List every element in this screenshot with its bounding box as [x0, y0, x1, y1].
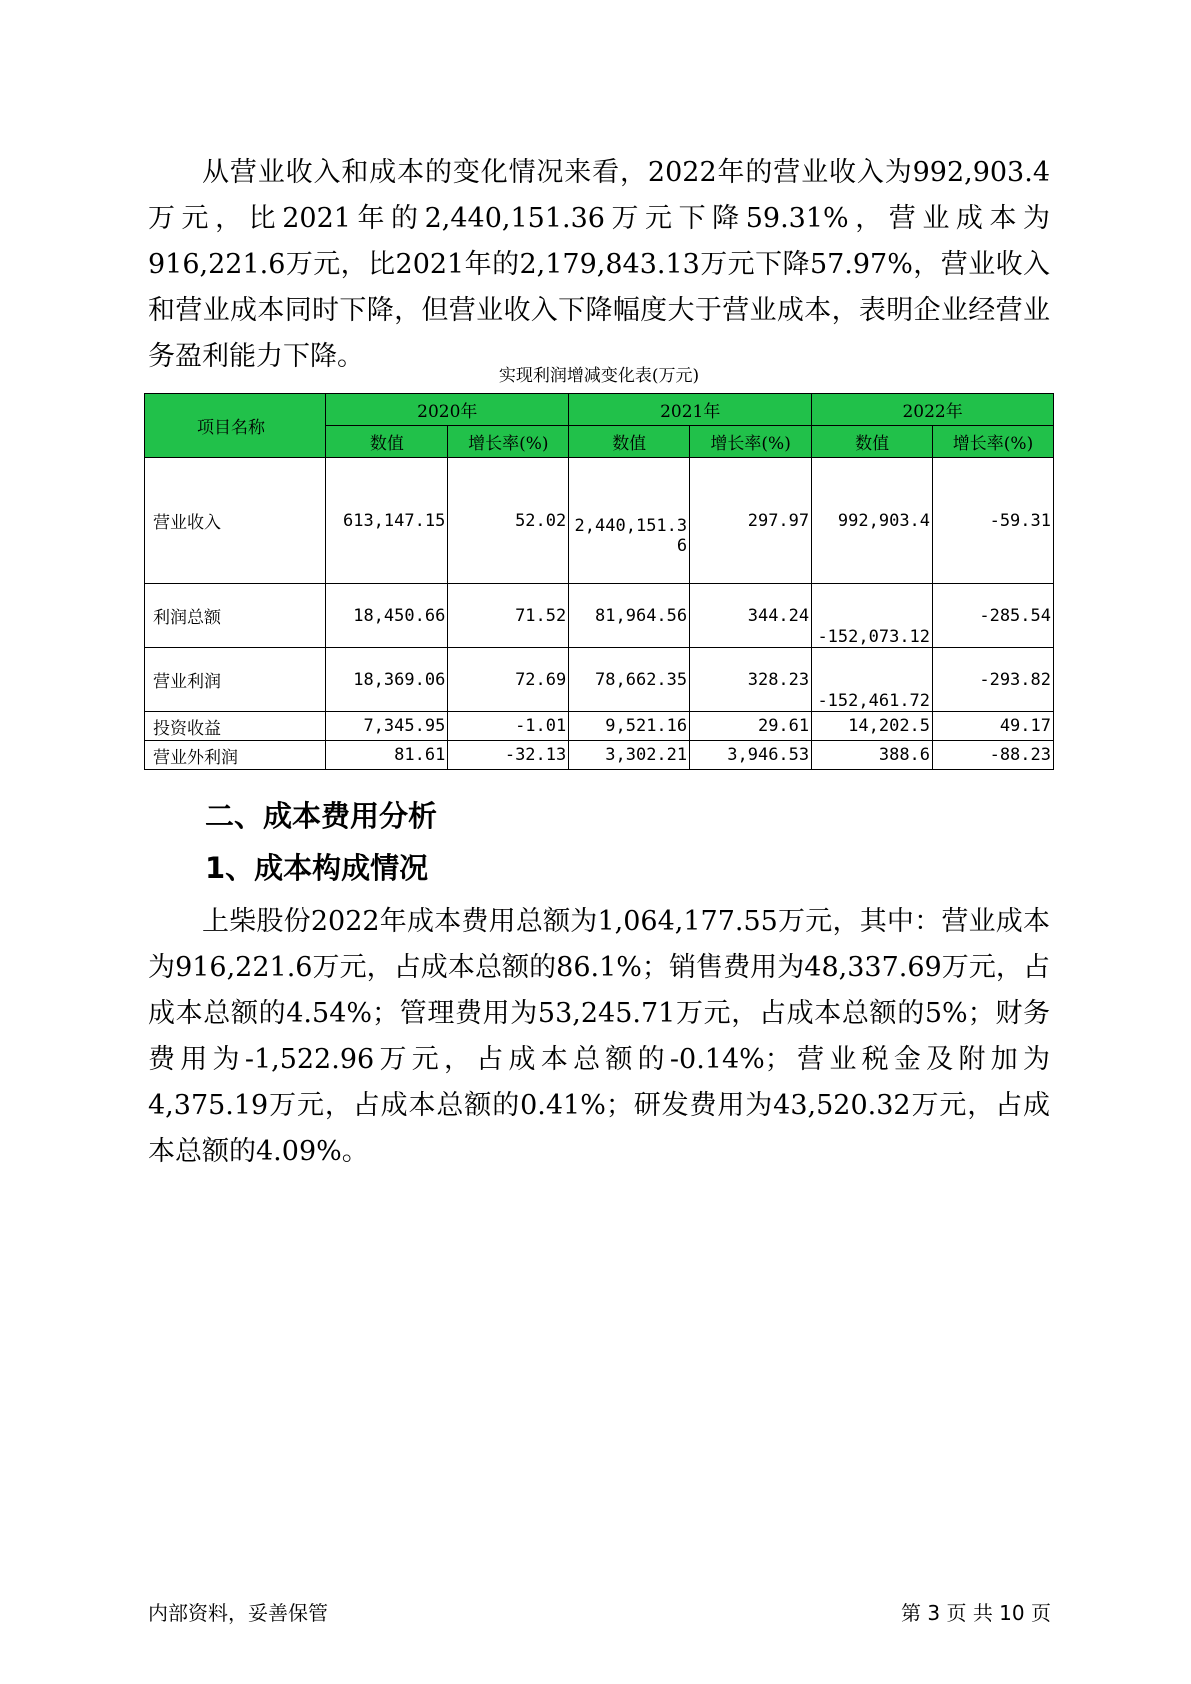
growth-header: 增长率(%): [448, 426, 569, 458]
cell-value: 7,345.95: [326, 712, 448, 741]
row-name: 投资收益: [145, 712, 326, 741]
cell-growth: -293.82: [933, 648, 1054, 712]
table-row: [145, 584, 1054, 648]
table-row: [145, 741, 1054, 770]
item-name-header: 项目名称: [145, 394, 326, 458]
table-caption: 实现利润增减变化表(万元): [498, 366, 700, 386]
footer-confidential-note: 内部资料，妥善保管: [148, 1601, 328, 1625]
cell-value: 81.61: [326, 741, 448, 770]
cell-growth: 3,946.53: [690, 741, 812, 770]
cell-value: 18,369.06: [326, 648, 448, 712]
cell-value: 992,903.4: [812, 458, 933, 584]
cell-growth: -59.31: [933, 458, 1054, 584]
header-row-years: [145, 394, 1054, 426]
cell-value: -152,461.72: [812, 648, 933, 712]
cell-growth: 52.02: [448, 458, 569, 584]
table-row: [145, 648, 1054, 712]
table-row: [145, 712, 1054, 741]
value-header: 数值: [326, 426, 448, 458]
cell-value: 388.6: [812, 741, 933, 770]
cell-value: 2,440,151.36: [569, 458, 690, 584]
year-header-2022: 2022年: [812, 394, 1054, 426]
footer-page-number: 第 3 页 共 10 页: [901, 1601, 1051, 1625]
value-header: 数值: [812, 426, 933, 458]
row-name: 营业外利润: [145, 741, 326, 770]
cell-growth: 29.61: [690, 712, 812, 741]
cost-paragraph: 上柴股份2022年成本费用总额为1,064,177.55万元，其中：营业成本为916,221.6万元，占成本总额的86.1%；销售费用为48,337.69万元，占成本总额的4.54%；管理费用为53,245.71万元，占成本总额的5%；财务费用为-1,522.96万元，占成本总额的-0.14%；营业税金及附加为4,375.19万元，占成本总额的0.41%；研发费用为43,520.32万元，占成本总额的4.09%。: [148, 906, 1050, 1167]
cell-growth: -1.01: [448, 712, 569, 741]
cell-value: -152,073.12: [812, 584, 933, 648]
cell-value: 78,662.35: [569, 648, 690, 712]
cell-growth: 297.97: [690, 458, 812, 584]
section-heading: 二、成本费用分析: [205, 799, 438, 833]
cell-value: 9,521.16: [569, 712, 690, 741]
cell-value: 18,450.66: [326, 584, 448, 648]
cell-growth: -88.23: [933, 741, 1054, 770]
row-name: 利润总额: [145, 584, 326, 648]
row-name: 营业收入: [145, 458, 326, 584]
cell-growth: 72.69: [448, 648, 569, 712]
table-row: [145, 458, 1054, 584]
growth-header: 增长率(%): [690, 426, 812, 458]
growth-header: 增长率(%): [933, 426, 1054, 458]
cell-value: 81,964.56: [569, 584, 690, 648]
cell-growth: -32.13: [448, 741, 569, 770]
cell-growth: 71.52: [448, 584, 569, 648]
cell-value: 14,202.5: [812, 712, 933, 741]
cell-growth: 344.24: [690, 584, 812, 648]
cell-value: 3,302.21: [569, 741, 690, 770]
row-name: 营业利润: [145, 648, 326, 712]
cell-value: 613,147.15: [326, 458, 448, 584]
subsection-heading: 1、成本构成情况: [205, 851, 429, 885]
value-header: 数值: [569, 426, 690, 458]
cell-growth: -285.54: [933, 584, 1054, 648]
year-header-2021: 2021年: [569, 394, 812, 426]
cell-growth: 328.23: [690, 648, 812, 712]
year-header-2020: 2020年: [326, 394, 569, 426]
intro-paragraph: 从营业收入和成本的变化情况来看，2022年的营业收入为992,903.4万元，比2021年的2,440,151.36万元下降59.31%，营业成本为916,221.6万元，比2021年的2,179,843.13万元下降57.97%，营业收入和营业成本同时下降，但营业收入下降幅度大于营业成本，表明企业经营业务盈利能力下降。: [148, 157, 1050, 372]
cell-growth: 49.17: [933, 712, 1054, 741]
profit-change-table: [144, 393, 1054, 770]
